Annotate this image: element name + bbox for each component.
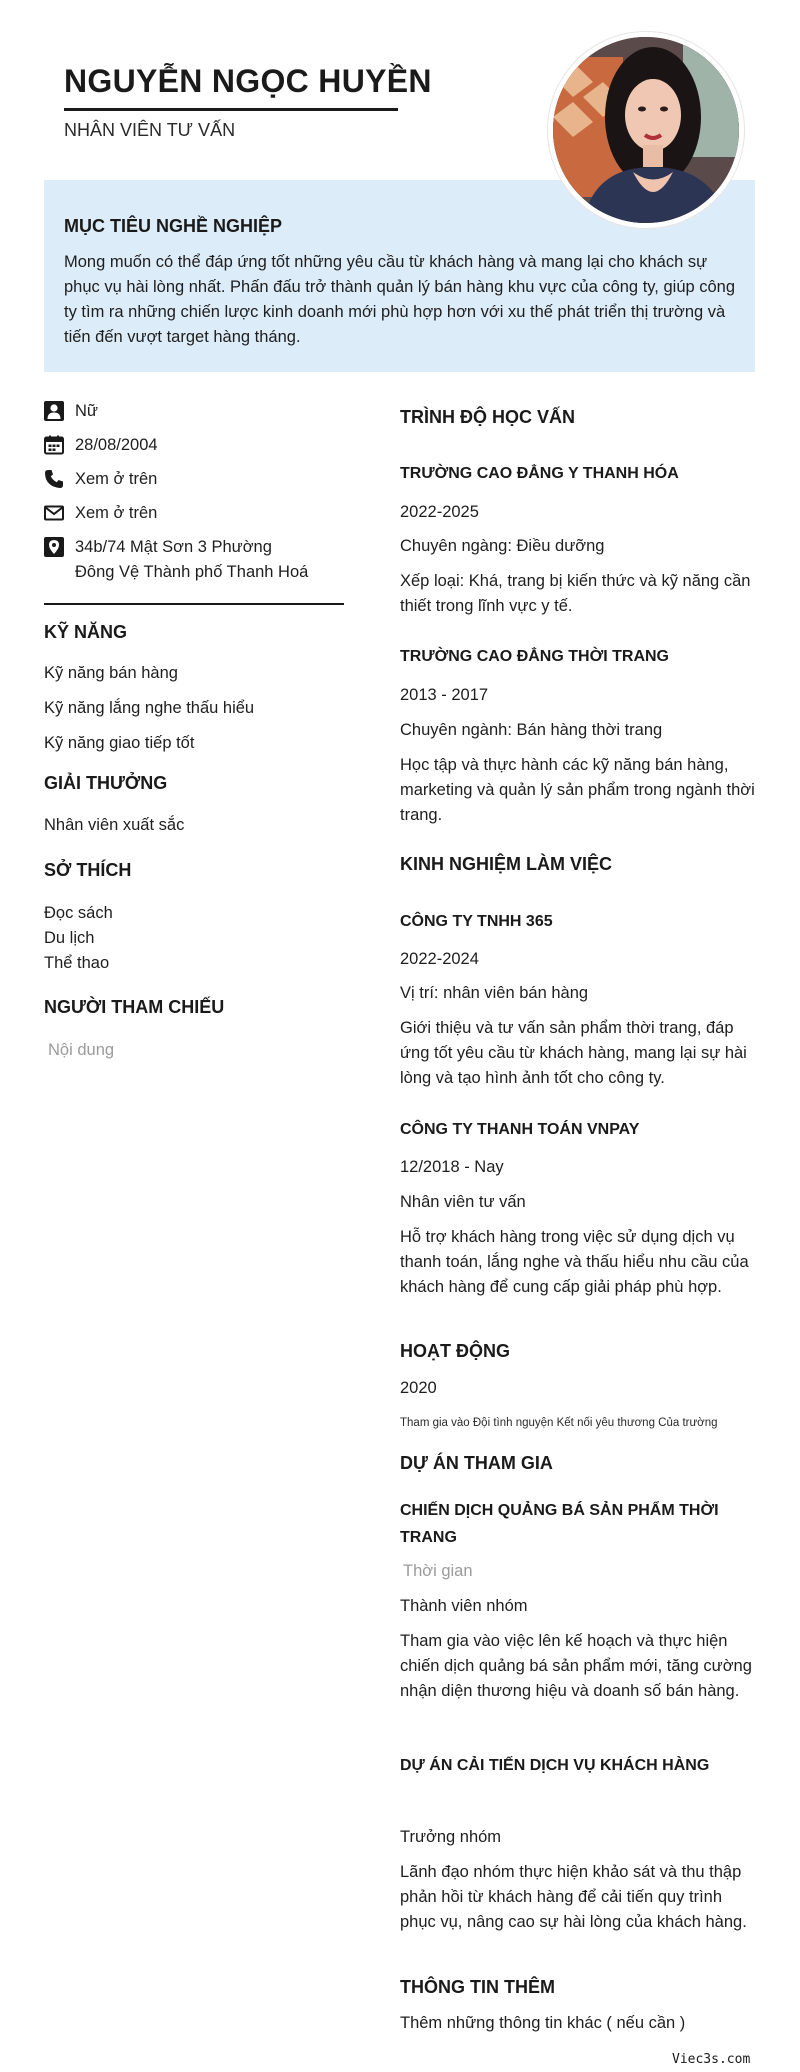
address-line-2: Đông Vệ Thành phố Thanh Hoá [75, 563, 309, 581]
project-role: Trưởng nhóm [400, 1828, 502, 1846]
info-dob [44, 433, 158, 458]
experience-title: KINH NGHIỆM LÀM VIỆC [400, 854, 613, 874]
education-period: 2013 - 2017 [400, 686, 489, 704]
candidate-role: NHÂN VIÊN TƯ VẤN [64, 120, 236, 140]
gender-value: Nữ [75, 402, 98, 420]
experience-company: CÔNG TY THANH TOÁN VNPAY [400, 1121, 640, 1138]
hobby-item: Đọc sách [44, 904, 113, 922]
candidate-name: NGUYỄN NGỌC HUYỀN [64, 63, 432, 99]
info-email [44, 501, 157, 526]
portrait-photo [553, 37, 739, 223]
calendar-icon [44, 435, 64, 455]
additional-info-title: THÔNG TIN THÊM [400, 1977, 555, 1997]
education-major: Chuyên ngành: Bán hàng thời trang [400, 721, 663, 739]
education-major: Chuyên ngàng: Điều dưỡng [400, 537, 605, 555]
education-desc: Xếp loại: Khá, trang bị kiến thức và kỹ năng cần thiết trong lĩnh vực y tế. [400, 572, 751, 615]
info-divider [44, 603, 344, 605]
info-phone [44, 467, 157, 492]
info-gender [44, 399, 98, 424]
experience-position: Vị trí: nhân viên bán hàng [400, 984, 589, 1002]
skills-title: KỸ NĂNG [44, 622, 128, 642]
email-value: Xem ở trên [75, 504, 158, 522]
references-placeholder: Nội dung [48, 1041, 115, 1059]
skill-item: Kỹ năng lắng nghe thấu hiểu [44, 699, 255, 717]
phone-value: Xem ở trên [75, 470, 158, 488]
activities-title: HOẠT ĐỘNG [400, 1341, 510, 1361]
education-school: TRƯỜNG CAO ĐẲNG Y THANH HÓA [400, 465, 679, 482]
projects-title: DỰ ÁN THAM GIA [400, 1453, 553, 1473]
location-pin-icon [44, 537, 64, 557]
experience-desc: Giới thiệu và tư vấn sản phẩm thời trang, đáp ứng tốt yêu cầu từ khách hàng, mang lại sự hài lòng và tạo hình ảnh tốt cho công ty. [400, 1019, 747, 1087]
career-objective-title: MỤC TIÊU NGHỀ NGHIỆP [64, 216, 283, 236]
address-line-1: 34b/74 Mật Sơn 3 Phường [75, 538, 272, 556]
name-underline [64, 108, 398, 111]
hobby-item: Du lịch [44, 929, 95, 947]
experience-company: CÔNG TY TNHH 365 [400, 913, 553, 930]
experience-period: 12/2018 - Nay [400, 1158, 504, 1176]
activities-desc: Tham gia vào Đội tình nguyện Kết nối yêu thương Của trường [400, 1417, 718, 1429]
project-desc: Tham gia vào việc lên kế hoạch và thực hiện chiến dịch quảng bá sản phẩm mới, tăng cường nhận diện thương hiệu và doanh số bán hàng. [400, 1632, 752, 1700]
avatar [548, 32, 744, 228]
project-desc: Lãnh đạo nhóm thực hiện khảo sát và thu thập phản hồi từ khách hàng để cải tiến quy trình phục vụ, nâng cao sự hài lòng của khách hàng. [400, 1863, 747, 1931]
person-icon [44, 401, 64, 421]
project-time-placeholder: Thời gian [403, 1562, 473, 1580]
project-name: CHIẾN DỊCH QUẢNG BÁ SẢN PHẨM THỜI TRANG [400, 1502, 719, 1546]
award-item: Nhân viên xuất sắc [44, 816, 185, 834]
career-objective-text: Mong muốn có thể đáp ứng tốt những yêu cầu từ khách hàng và mang lại cho khách sự phục vụ hài lòng nhất. Phấn đấu trở thành quản lý bán hàng khu vực của công ty, giúp công ty tìm ra những chiến lược kinh doanh mới phù hợp hơn với xu thế phát triển thị trường và tiến đến vượt target hàng tháng. [64, 253, 736, 346]
skill-item: Kỹ năng bán hàng [44, 664, 178, 682]
education-period: 2022-2025 [400, 503, 479, 521]
envelope-icon [44, 503, 64, 523]
experience-desc: Hỗ trợ khách hàng trong việc sử dụng dịch vụ thanh toán, lắng nghe và thấu hiểu nhu cầu của khách hàng để cung cấp giải pháp phù hợp. [400, 1228, 749, 1296]
references-title: NGƯỜI THAM CHIẾU [44, 997, 225, 1017]
dob-value: 28/08/2004 [75, 436, 158, 454]
watermark: Viec3s.com [672, 2052, 751, 2067]
experience-position: Nhân viên tư vấn [400, 1193, 526, 1211]
experience-period: 2022-2024 [400, 950, 479, 968]
education-school: TRƯỜNG CAO ĐẲNG THỜI TRANG [400, 648, 669, 665]
activities-year: 2020 [400, 1379, 437, 1397]
additional-info-text: Thêm những thông tin khác ( nếu cần ) [400, 2014, 686, 2032]
education-title: TRÌNH ĐỘ HỌC VẤN [400, 407, 575, 427]
awards-title: GIẢI THƯỞNG [44, 773, 168, 793]
hobby-item: Thể thao [44, 954, 110, 972]
project-name: DỰ ÁN CẢI TIẾN DỊCH VỤ KHÁCH HÀNG [400, 1757, 710, 1774]
hobbies-title: SỞ THÍCH [44, 860, 132, 880]
info-address [44, 535, 308, 585]
education-desc: Học tập và thực hành các kỹ năng bán hàng, marketing và quản lý sản phẩm trong ngành thời trang. [400, 756, 755, 824]
phone-icon [44, 469, 64, 489]
skill-item: Kỹ năng giao tiếp tốt [44, 734, 195, 752]
project-role: Thành viên nhóm [400, 1597, 528, 1615]
